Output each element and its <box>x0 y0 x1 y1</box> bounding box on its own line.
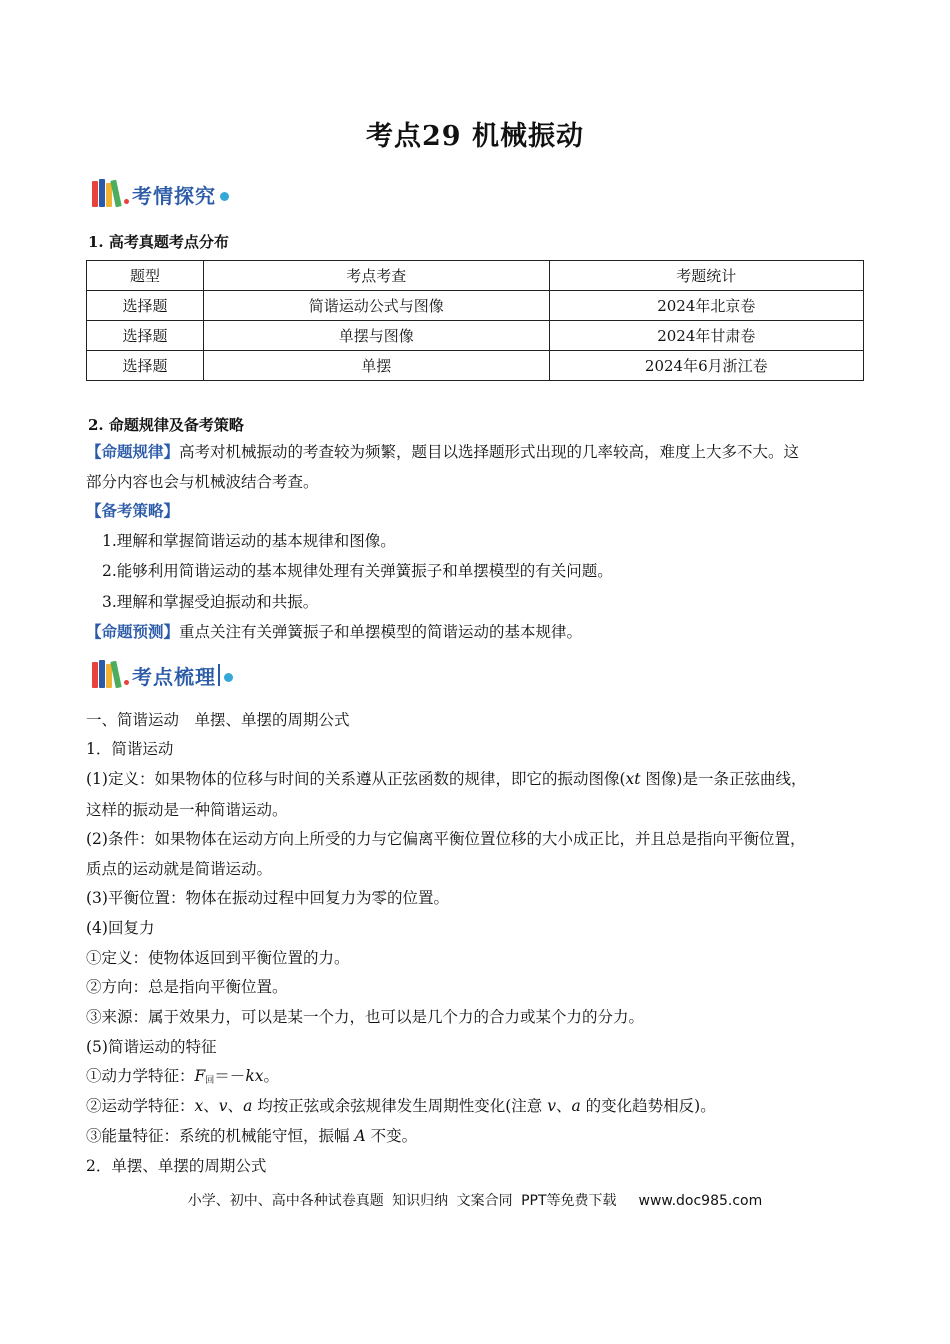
text-span: 、 <box>203 1097 219 1115</box>
page-footer <box>0 1190 950 1210</box>
notes-line <box>86 764 868 794</box>
rule-paragraph-line1 <box>86 437 868 467</box>
notes-line <box>86 1121 868 1151</box>
variable-a: a <box>243 1097 253 1115</box>
variable-v: v <box>547 1097 556 1115</box>
text-span: ①动力学特征： <box>86 1067 195 1085</box>
notes-line: (4)回复力 <box>86 919 155 937</box>
notes-line: ③来源：属于效果力，可以是某一个力，也可以是几个力的合力或某个力的分力。 <box>86 1008 645 1026</box>
banner-label: 考情探究 <box>132 183 216 208</box>
dot-icon <box>124 680 129 685</box>
rule-paragraph-line2: 部分内容也会与机械波结合考查。 <box>86 473 319 491</box>
text-span: ②运动学特征： <box>86 1097 195 1115</box>
table-cell: 选择题 <box>87 291 204 321</box>
table-header-row <box>87 261 864 291</box>
subscript: 回 <box>205 1076 215 1086</box>
notes-line: 一、简谐运动 单摆、单摆的周期公式 <box>86 711 350 729</box>
notes-line: 质点的运动就是简谐运动。 <box>86 860 273 878</box>
notes-line: (5)简谐运动的特征 <box>86 1038 217 1056</box>
dot-icon <box>220 192 229 201</box>
table-cell: 选择题 <box>87 351 204 381</box>
table-header-cell: 考点考查 <box>203 261 549 291</box>
variable-F: F <box>194 1067 206 1085</box>
text-span: 、 <box>555 1097 572 1115</box>
variable-A: A <box>354 1127 366 1145</box>
notes-line: 1．简谐运动 <box>86 740 174 758</box>
table-row <box>87 351 864 381</box>
books-icon <box>92 660 122 690</box>
footer-text: 小学、初中、高中各种试卷真题 知识归纳 文案合同 PPT等免费下载 <box>187 1193 617 1209</box>
predict-paragraph <box>86 617 868 647</box>
table-row <box>87 291 864 321</box>
table-cell: 2024年甘肃卷 <box>549 321 863 351</box>
footer-link[interactable]: www.doc985.com <box>638 1193 763 1209</box>
notes-line <box>86 1091 868 1121</box>
variable-xt: xt <box>625 770 641 788</box>
text-span: 的变化趋势相反)。 <box>580 1097 716 1115</box>
rule-text: 高考对机械振动的考查较为频繁，题目以选择题形式出现的几率较高，难度上大多不大。这 <box>179 443 800 461</box>
prep-item: 2.能够利用简谐运动的基本规律处理有关弹簧振子和单摆模型的有关问题。 <box>102 562 613 580</box>
table-cell: 选择题 <box>87 321 204 351</box>
text-span: 不变。 <box>365 1127 418 1145</box>
dot-icon <box>224 673 233 682</box>
text-span: 均按正弦或余弦规律发生周期性变化(注意 <box>252 1097 548 1115</box>
notes-line: (2)条件：如果物体在运动方向上所受的力与它偏离平衡位置位移的大小成正比，并且总是指向平衡位置， <box>86 830 806 848</box>
text-span: 。 <box>263 1067 279 1085</box>
prep-tag: 【备考策略】 <box>86 501 180 520</box>
dot-icon <box>124 199 129 204</box>
predict-text: 重点关注有关弹簧振子和单摆模型的简谐运动的基本规律。 <box>179 623 583 641</box>
table-cell: 简谐运动公式与图像 <box>203 291 549 321</box>
text-span: ＝－ <box>214 1067 246 1085</box>
section-banner-exam-analysis <box>92 177 229 211</box>
variable-kx: kx <box>245 1067 264 1085</box>
table-row <box>87 321 864 351</box>
table-header-cell: 题型 <box>87 261 204 291</box>
prep-item: 1.理解和掌握简谐运动的基本规律和图像。 <box>102 532 396 550</box>
rule-tag: 【命题规律】 <box>86 442 180 461</box>
notes-line: (3)平衡位置：物体在振动过程中回复力为零的位置。 <box>86 889 449 907</box>
books-icon <box>92 179 122 209</box>
prep-tag-line <box>86 496 868 526</box>
text-span: ③能量特征：系统的机械能守恒，振幅 <box>86 1127 355 1145</box>
notes-line: 2．单摆、单摆的周期公式 <box>86 1157 267 1175</box>
notes-line: ②方向：总是指向平衡位置。 <box>86 978 288 996</box>
text-span: 、 <box>227 1097 244 1115</box>
table-header-cell: 考题统计 <box>549 261 863 291</box>
notes-line: 这样的振动是一种简谐运动。 <box>86 801 288 819</box>
predict-tag: 【命题预测】 <box>86 622 180 641</box>
text-span: (1)定义：如果物体的位移与时间的关系遵从正弦函数的规律，即它的振动图像( <box>86 770 626 788</box>
table-cell: 单摆与图像 <box>203 321 549 351</box>
section-banner-key-points <box>92 658 233 692</box>
variable-a: a <box>571 1097 581 1115</box>
strategy-heading: 2. 命题规律及备考策略 <box>88 416 244 434</box>
page-title: 考点29 机械振动 <box>366 121 584 152</box>
table-cell: 2024年6月浙江卷 <box>549 351 863 381</box>
variable-x: x <box>194 1097 204 1115</box>
exam-distribution-table <box>86 260 864 381</box>
prep-item: 3.理解和掌握受迫振动和共振。 <box>102 593 319 611</box>
table-cell: 单摆 <box>203 351 549 381</box>
notes-line: ①定义：使物体返回到平衡位置的力。 <box>86 949 350 967</box>
table-cell: 2024年北京卷 <box>549 291 863 321</box>
text-span: 图像)是一条正弦曲线， <box>640 770 807 788</box>
banner-label: 考点梳理 <box>132 664 216 689</box>
text-cursor <box>218 664 220 686</box>
variable-v: v <box>218 1097 228 1115</box>
distribution-heading: 1. 高考真题考点分布 <box>88 233 229 251</box>
